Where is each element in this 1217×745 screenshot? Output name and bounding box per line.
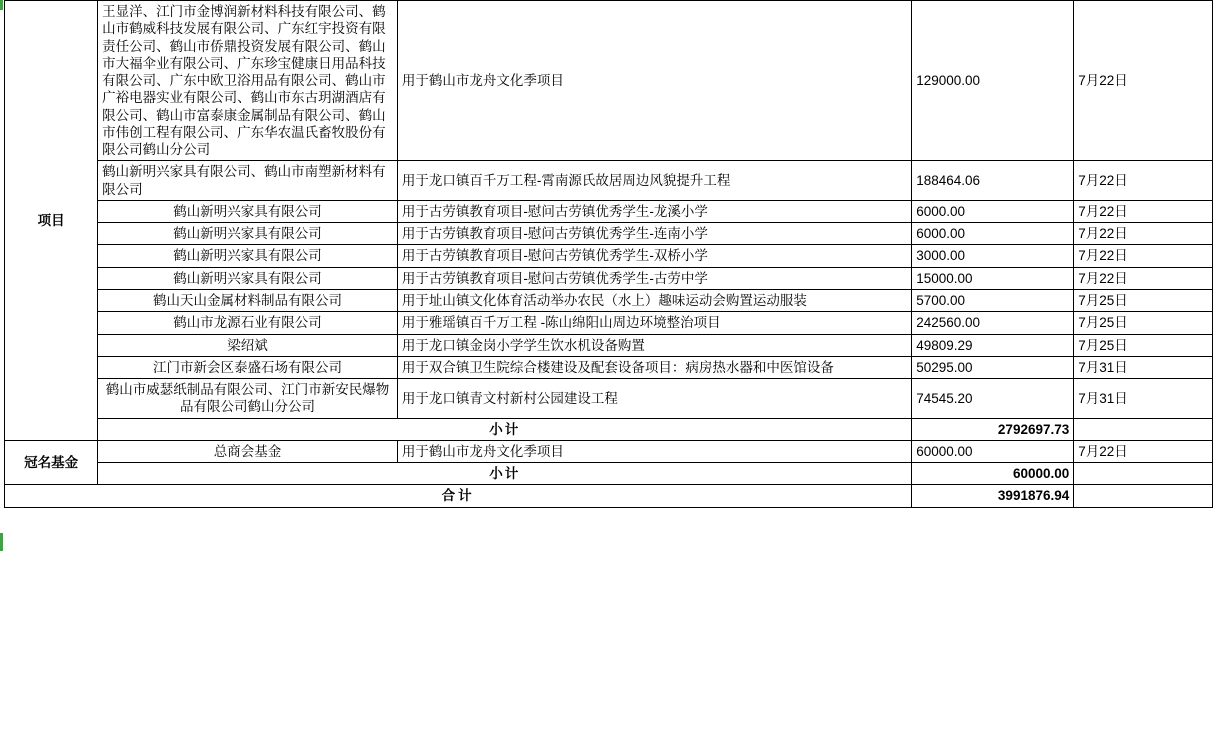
amount-cell: 129000.00: [912, 1, 1074, 161]
amount-cell: 60000.00: [912, 440, 1074, 462]
date-cell: 7月22日: [1074, 440, 1213, 462]
date-cell: 7月25日: [1074, 334, 1213, 356]
subtotal-label: 小计: [98, 463, 912, 485]
table-row: [5, 245, 1213, 267]
table-row: [5, 289, 1213, 311]
amount-cell: 242560.00: [912, 312, 1074, 334]
date-cell: 7月22日: [1074, 200, 1213, 222]
date-cell: 7月22日: [1074, 161, 1213, 201]
date-cell: 7月22日: [1074, 1, 1213, 161]
table-row: [5, 379, 1213, 419]
use-cell: 用于龙口镇金岗小学学生饮水机设备购置: [397, 334, 911, 356]
use-cell: 用于双合镇卫生院综合楼建设及配套设备项目：病房热水器和中医馆设备: [397, 356, 911, 378]
amount-cell: 188464.06: [912, 161, 1074, 201]
amount-cell: 6000.00: [912, 223, 1074, 245]
donor-cell: 江门市新会区泰盛石场有限公司: [98, 356, 398, 378]
subtotal-amount: 60000.00: [912, 463, 1074, 485]
donor-cell: 王显洋、江门市金博润新材料科技有限公司、鹤山市鹤威科技发展有限公司、广东红宇投资有限责任公司、鹤山市侨鼎投资发展有限公司、鹤山市大福伞业有限公司、广东珍宝健康日用品科技有限公司、广东中欧卫浴用品有限公司、鹤山市广裕电器实业有限公司、鹤山市东古玥湖酒店有限公司、鹤山市富泰康金属制品有限公司、鹤山市伟创工程有限公司、广东华农温氏畜牧股份有限公司鹤山分公司: [98, 1, 398, 161]
date-cell: 7月25日: [1074, 312, 1213, 334]
donor-cell: 鹤山新明兴家具有限公司: [98, 223, 398, 245]
date-cell: 7月22日: [1074, 267, 1213, 289]
table-row: [5, 312, 1213, 334]
use-cell: 用于古劳镇教育项目-慰问古劳镇优秀学生-古劳中学: [397, 267, 911, 289]
use-cell: 用于龙口镇青文村新村公园建设工程: [397, 379, 911, 419]
grand-total-date-cell: [1074, 485, 1213, 507]
donor-cell: 鹤山市威瑟纸制品有限公司、江门市新安民爆物品有限公司鹤山分公司: [98, 379, 398, 419]
subtotal-row: [5, 463, 1213, 485]
use-cell: 用于古劳镇教育项目-慰问古劳镇优秀学生-龙溪小学: [397, 200, 911, 222]
use-cell: 用于古劳镇教育项目-慰问古劳镇优秀学生-连南小学: [397, 223, 911, 245]
amount-cell: 3000.00: [912, 245, 1074, 267]
use-cell: 用于鹤山市龙舟文化季项目: [397, 440, 911, 462]
row-marker-top: [0, 0, 3, 10]
amount-cell: 5700.00: [912, 289, 1074, 311]
table-row: [5, 356, 1213, 378]
amount-cell: 6000.00: [912, 200, 1074, 222]
amount-cell: 50295.00: [912, 356, 1074, 378]
grand-total-amount: 3991876.94: [912, 485, 1074, 507]
donor-cell: 鹤山新明兴家具有限公司: [98, 245, 398, 267]
donation-table: [4, 0, 1213, 508]
subtotal-label: 小计: [98, 418, 912, 440]
amount-cell: 49809.29: [912, 334, 1074, 356]
category-cell-project: 项目: [5, 1, 98, 441]
use-cell: 用于古劳镇教育项目-慰问古劳镇优秀学生-双桥小学: [397, 245, 911, 267]
date-cell: 7月31日: [1074, 356, 1213, 378]
subtotal-date-cell: [1074, 463, 1213, 485]
date-cell: 7月22日: [1074, 245, 1213, 267]
table-row: [5, 440, 1213, 462]
subtotal-amount: 2792697.73: [912, 418, 1074, 440]
use-cell: 用于鹤山市龙舟文化季项目: [397, 1, 911, 161]
use-cell: 用于雅瑶镇百千万工程 -陈山绵阳山周边环境整治项目: [397, 312, 911, 334]
table-row: [5, 334, 1213, 356]
category-cell-named-fund: 冠名基金: [5, 440, 98, 485]
table-row: [5, 1, 1213, 161]
donor-cell: 鹤山市龙源石业有限公司: [98, 312, 398, 334]
table-row: [5, 161, 1213, 201]
row-marker-middle: [0, 533, 3, 551]
donor-cell: 总商会基金: [98, 440, 398, 462]
date-cell: 7月22日: [1074, 223, 1213, 245]
use-cell: 用于龙口镇百千万工程-霄南源氏故居周边风貌提升工程: [397, 161, 911, 201]
grand-total-label: 合计: [5, 485, 912, 507]
donor-cell: 鹤山天山金属材料制品有限公司: [98, 289, 398, 311]
subtotal-row: [5, 418, 1213, 440]
table-row: [5, 267, 1213, 289]
donor-cell: 梁绍斌: [98, 334, 398, 356]
amount-cell: 15000.00: [912, 267, 1074, 289]
subtotal-date-cell: [1074, 418, 1213, 440]
table-row: [5, 200, 1213, 222]
donor-cell: 鹤山新明兴家具有限公司: [98, 267, 398, 289]
table-row: [5, 223, 1213, 245]
grand-total-row: [5, 485, 1213, 507]
use-cell: 用于址山镇文化体育活动举办农民（水上）趣味运动会购置运动服装: [397, 289, 911, 311]
donor-cell: 鹤山新明兴家具有限公司、鹤山市南塑新材料有限公司: [98, 161, 398, 201]
donor-cell: 鹤山新明兴家具有限公司: [98, 200, 398, 222]
amount-cell: 74545.20: [912, 379, 1074, 419]
date-cell: 7月25日: [1074, 289, 1213, 311]
date-cell: 7月31日: [1074, 379, 1213, 419]
